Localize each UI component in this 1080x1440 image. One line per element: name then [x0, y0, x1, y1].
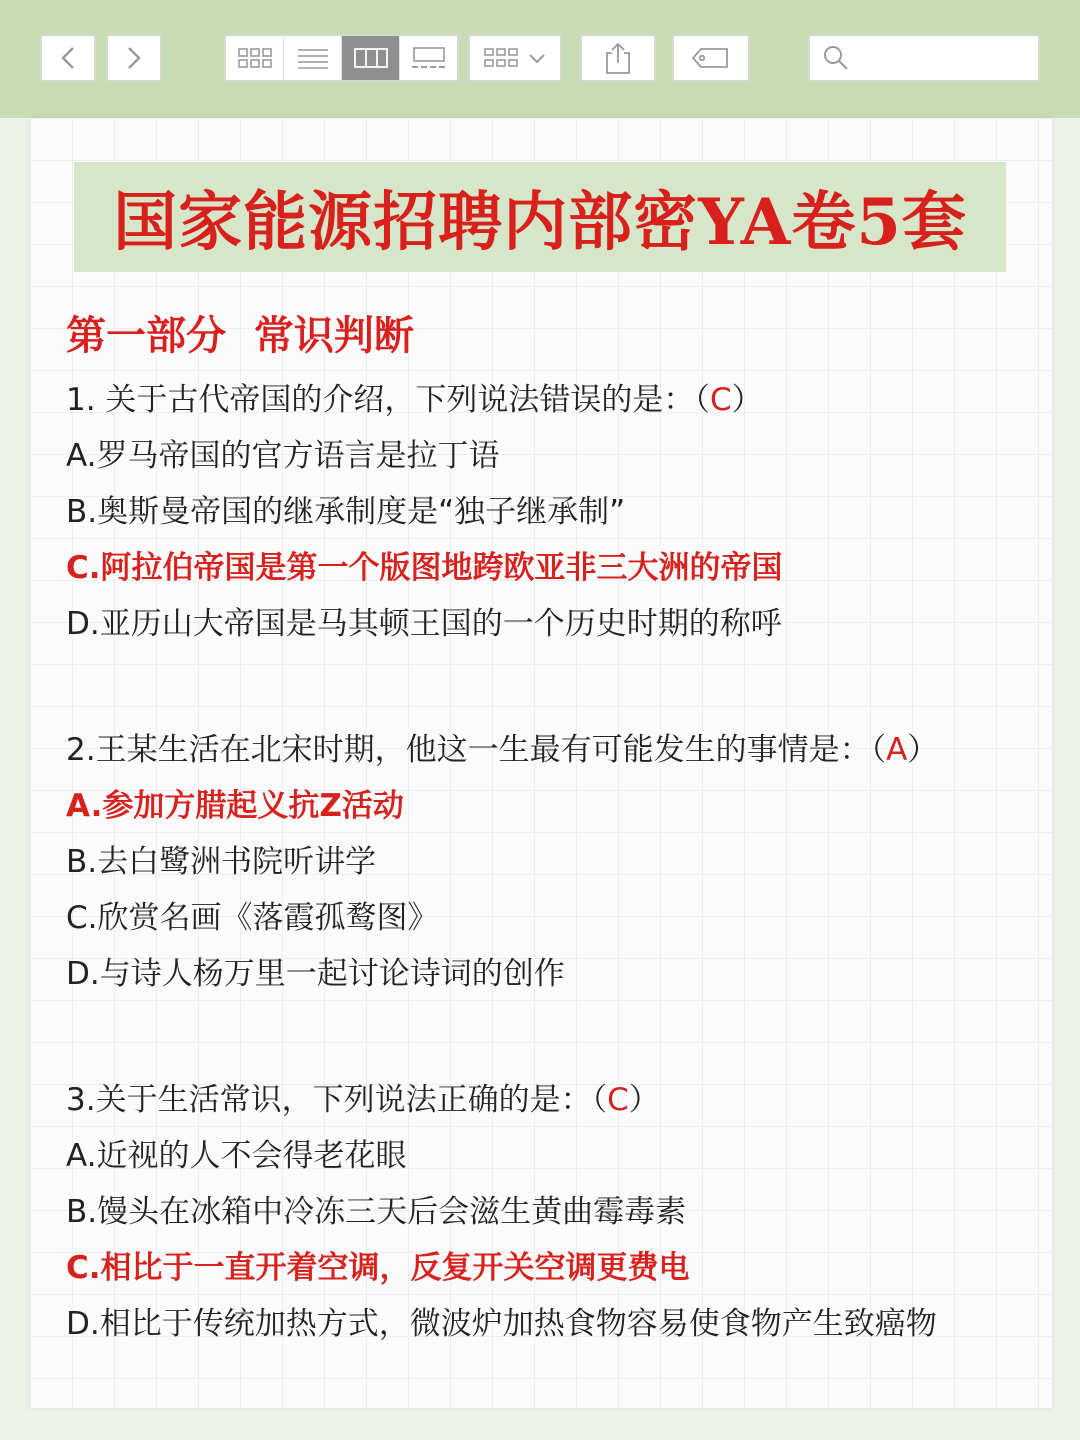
document-content [66, 306, 1056, 1352]
option-d: D.与诗人杨万里一起讨论诗词的创作 [66, 956, 565, 992]
option-d: D.亚历山大帝国是马其顿王国的一个历史时期的称呼 [66, 606, 782, 642]
option-b: B.去白鹭洲书院听讲学 [66, 844, 377, 880]
search-field[interactable] [808, 34, 1040, 82]
option-a: A.近视的人不会得老花眼 [66, 1138, 407, 1174]
list-view-button[interactable] [284, 36, 342, 80]
share-button[interactable] [580, 34, 656, 82]
answer-letter: C [607, 1082, 629, 1118]
option-c-correct: C.相比于一直开着空调，反复开关空调更费电 [66, 1250, 690, 1286]
section-title: 第一部分 常识判断 [66, 313, 414, 359]
question-1 [66, 372, 1056, 652]
question-stem: 2.王某生活在北宋时期，他这一生最有可能发生的事情是：（A） [66, 732, 939, 768]
option-c-correct: C.阿拉伯帝国是第一个版图地跨欧亚非三大洲的帝国 [66, 550, 783, 586]
page-title: 国家能源招聘内部密YA卷5套 [113, 185, 967, 260]
grid-icon [237, 47, 273, 69]
forward-button[interactable] [106, 34, 162, 82]
share-icon [603, 41, 633, 75]
option-b: B.馒头在冰箱中冷冻三天后会滋生黄曲霉毒素 [66, 1194, 687, 1230]
option-a: A.罗马帝国的官方语言是拉丁语 [66, 438, 500, 474]
list-icon [296, 47, 330, 69]
option-c: C.欣赏名画《落霞孤鹜图》 [66, 900, 439, 936]
view-mode-switcher [224, 34, 459, 82]
title-banner [74, 162, 1006, 272]
columns-icon [353, 47, 389, 69]
gallery-icon [410, 46, 448, 70]
chevron-left-icon [58, 45, 78, 71]
group-dropdown-button[interactable] [468, 34, 562, 82]
search-input[interactable] [858, 47, 1032, 70]
option-d: D.相比于传统加热方式，微波炉加热食物容易使食物产生致癌物 [66, 1306, 937, 1342]
grid-view-button[interactable] [226, 36, 284, 80]
option-a-correct: A.参加方腊起义抗Z活动 [66, 788, 404, 824]
column-view-button[interactable] [342, 36, 400, 80]
group-icon [483, 47, 519, 69]
answer-letter: A [886, 732, 908, 768]
question-stem: 1. 关于古代帝国的介绍，下列说法错误的是：（C） [66, 382, 763, 418]
toolbar [0, 0, 1080, 118]
chevron-right-icon [124, 45, 144, 71]
question-2 [66, 722, 1056, 1002]
search-icon [822, 44, 850, 72]
gallery-view-button[interactable] [400, 36, 457, 80]
question-3 [66, 1072, 1056, 1352]
question-stem: 3.关于生活常识，下列说法正确的是：（C） [66, 1082, 660, 1118]
option-b: B.奥斯曼帝国的继承制度是“独子继承制” [66, 494, 626, 530]
back-button[interactable] [40, 34, 96, 82]
tag-icon [691, 46, 731, 70]
tag-button[interactable] [672, 34, 750, 82]
answer-letter: C [709, 382, 732, 418]
chevron-down-icon [527, 51, 547, 65]
